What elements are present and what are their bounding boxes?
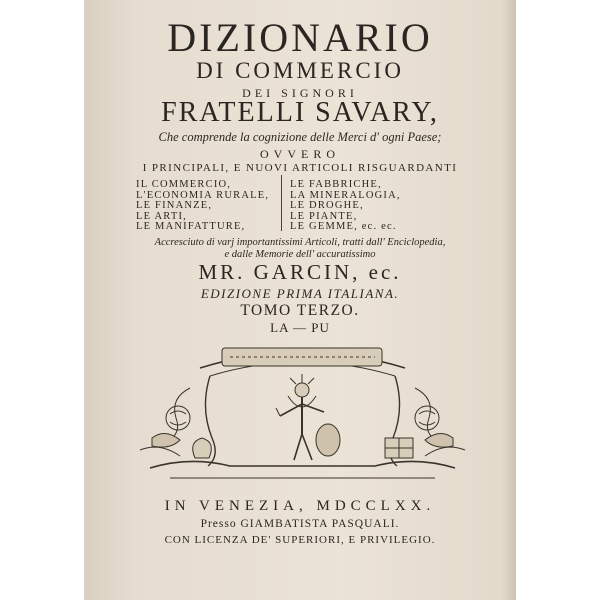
topic-item: LE MANIFATTURE, — [136, 221, 246, 232]
imprint-license: CON LICENZA DE' SUPERIORI, E PRIVILEGIO. — [164, 534, 436, 546]
topic-item: LA MINERALOGIA, — [290, 189, 401, 201]
topic-item: LE FABBRICHE, — [290, 179, 382, 190]
edition-label: EDIZIONE PRIMA ITALIANA. — [200, 286, 400, 301]
title-page — [84, 0, 516, 600]
subtitle-merci: Che comprende la cognizione delle Merci d' ogni Paese; — [158, 130, 442, 144]
title-di-commercio: DI COMMERCIO — [196, 58, 404, 83]
imprint-place-date: IN VENEZIA, MDCCLXX. — [164, 498, 436, 514]
additions-line-1: Accresciuto di varj importantissimi Articoli, tratti dall' Enciclopedia, — [154, 237, 446, 248]
topic-item: L'ECONOMIA RURALE, — [136, 189, 270, 201]
volume-range: LA — PU — [270, 320, 330, 335]
volume-label: TOMO TERZO. — [240, 302, 360, 319]
topic-item: LE GEMME, ec. ec. — [290, 221, 397, 232]
title-dei-signori: DEI SIGNORI — [242, 86, 358, 100]
topic-item: IL COMMERCIO, — [136, 179, 232, 190]
topics-left-column — [136, 180, 269, 233]
topic-item: LE ARTI, — [136, 210, 187, 222]
topic-item: LE DROGHE, — [290, 200, 364, 211]
subtitle-articoli: I PRINCIPALI, E NUOVI ARTICOLI RISGUARDANTI — [142, 162, 458, 174]
engraved-vignette — [130, 338, 475, 486]
topic-item: LE PIANTE, — [290, 210, 358, 222]
additions-line-2: e dalle Memorie dell' accuratissimo — [224, 249, 376, 260]
column-divider — [281, 175, 282, 231]
topic-item: LE FINANZE, — [136, 200, 213, 211]
subtitle-ovvero: OVVERO — [260, 147, 340, 161]
imprint-printer: Presso GIAMBATISTA PASQUALI. — [200, 518, 400, 530]
author-name: MR. GARCIN, ec. — [198, 260, 402, 284]
topics-right-column — [290, 180, 401, 233]
title-fratelli-savary: FRATELLI SAVARY, — [161, 97, 439, 128]
title-dizionario: DIZIONARIO — [167, 15, 433, 60]
